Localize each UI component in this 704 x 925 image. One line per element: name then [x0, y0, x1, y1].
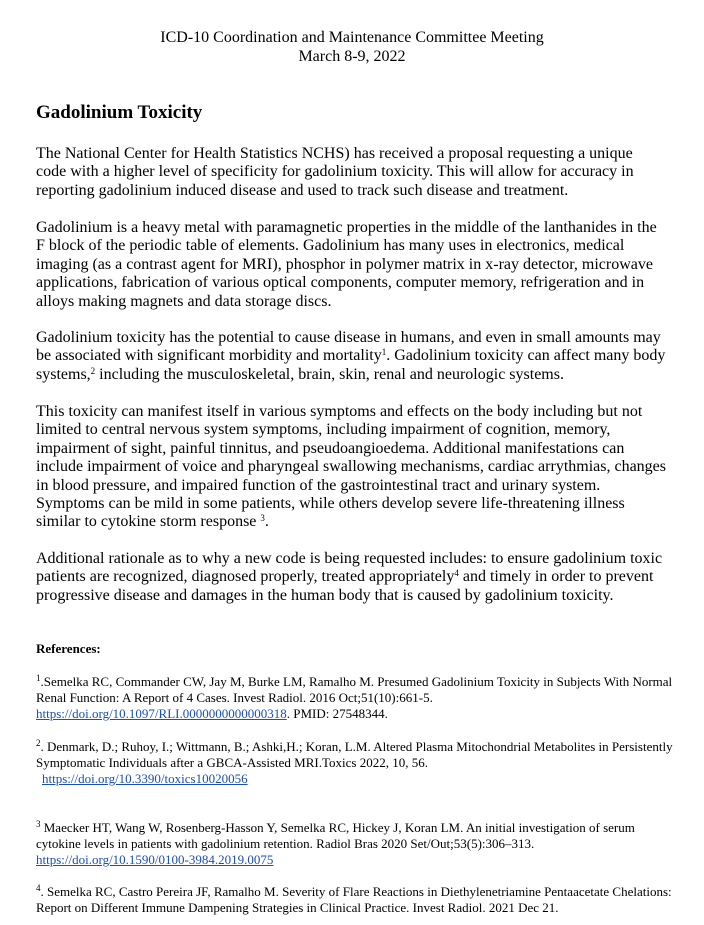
reference-4 — [36, 884, 676, 916]
paragraph-toxicity-text-a: Gadolinium toxicity has the potential to cause disease in humans, and even in small amounts may be associated with significant morbidity and mortality — [36, 329, 661, 365]
paragraph-symptoms-text-b: . — [264, 513, 269, 531]
reference-1-citation: .Semelka RC, Commander CW, Jay M, Burke LM, Ramalho M. Presumed Gadolinium Toxicity in Subjects With Normal Renal Function: A Report of 4 Cases. Invest Radiol. 2016 Oct;51(10):661-5. — [36, 674, 673, 705]
paragraph-toxicity-text-c: including the musculoskeletal, brain, skin, renal and neurologic systems. — [95, 365, 564, 383]
reference-3-citation: Maecker HT, Wang W, Rosenberg-Hasson Y, Semelka RC, Hickey J, Koran LM. An initial investigation of serum cytokine levels in patients with gadolinium retention. Radiol Bras 2020 Set/Out;53(5):306–313. — [36, 820, 635, 851]
paragraph-symptoms — [36, 403, 666, 532]
footnote-ref-1: 1 — [381, 347, 387, 358]
paragraph-rationale-text-b: and timely in order to prevent progressive disease and damages in the human body that is caused by gadolinium toxicity. — [36, 568, 654, 604]
reference-2 — [36, 739, 676, 787]
reference-1 — [36, 674, 676, 722]
reference-2-citation: . Denmark, D.; Ruhoy, I.; Wittmann, B.; Ashki,H.; Koran, L.M. Altered Plasma Mitochondrial Metabolites in Persistently Symptomatic Individuals after a GBCA-Assisted MRI.Toxics 2022, 10, 56. — [36, 739, 673, 770]
reference-4-citation: . Semelka RC, Castro Pereira JF, Ramalho M. Severity of Flare Reactions in Diethylenetriamine Pentaacetate Chelations: Report on Different Immune Dampening Strategies in Clinical Practice. Invest Radiol. 2021 Dec 21. — [36, 884, 672, 915]
paragraph-symptoms-text-a: This toxicity can manifest itself in various symptoms and effects on the body including but not limited to central nervous system symptoms, including impairment of cognition, memory, impairment of sight, painful tinnitus, and pseudoangioedema. Additional manifestations can include impairment of voice and pharyngeal swallowing mechanisms, cardiac arrythmias, changes in blood pressure, and impaired function of the gastrointestinal tract and urinary system. Symptoms can be mild in some patients, while others develop severe life-threatening illness similar to cytokine storm response — [36, 403, 667, 531]
reference-1-number: 1 — [36, 673, 41, 683]
page-title: Gadolinium Toxicity — [36, 102, 203, 123]
reference-1-doi-link[interactable]: https://doi.org/10.1097/RLI.0000000000000318 — [36, 706, 287, 721]
footnote-ref-2: 2 — [90, 365, 96, 376]
paragraph-definition — [36, 219, 666, 311]
footnote-ref-4: 4 — [454, 568, 459, 579]
reference-4-number: 4 — [36, 883, 41, 893]
paragraph-toxicity — [36, 329, 666, 384]
paragraph-toxicity-text-b: . Gadolinium toxicity can affect many body systems, — [36, 347, 666, 383]
header-meeting-title: ICD-10 Coordination and Maintenance Committee Meeting — [160, 29, 544, 46]
header-meeting-date: March 8-9, 2022 — [298, 48, 406, 65]
reference-3-number: 3 — [36, 819, 41, 829]
reference-3 — [36, 820, 676, 868]
reference-2-number: 2 — [36, 738, 41, 748]
footnote-ref-3: 3 — [260, 513, 265, 524]
paragraph-proposal-text: The National Center for Health Statistics NCHS) has received a proposal requesting a unique code with a higher level of specificity for gadolinium toxicity. This will allow for accuracy in reporting gadolinium induced disease and used to track such disease and treatment. — [36, 145, 634, 199]
reference-2-doi-link[interactable]: https://doi.org/10.3390/toxics10020056 — [42, 771, 248, 786]
references-heading: References: — [36, 641, 101, 656]
reference-3-doi-link[interactable]: https://doi.org/10.1590/0100-3984.2019.0075 — [36, 852, 274, 867]
paragraph-rationale-text-a: Additional rationale as to why a new code is being requested includes: to ensure gadolinium toxic patients are recognized, diagnosed properly, treated appropriately — [36, 550, 663, 586]
paragraph-definition-text: Gadolinium is a heavy metal with paramagnetic properties in the middle of the lanthanides in the F block of the periodic table of elements. Gadolinium has many uses in electronics, medical imaging (as a contrast agent for MRI), phosphor in polymer matrix in x-ray detector, microwave applications, fabrication of various optical components, computer memory, refrigeration and in alloys making magnets and data storage discs. — [36, 219, 657, 310]
paragraph-rationale — [36, 550, 666, 605]
paragraph-proposal — [36, 145, 666, 200]
reference-1-pmid: . PMID: 27548344. — [286, 706, 388, 721]
